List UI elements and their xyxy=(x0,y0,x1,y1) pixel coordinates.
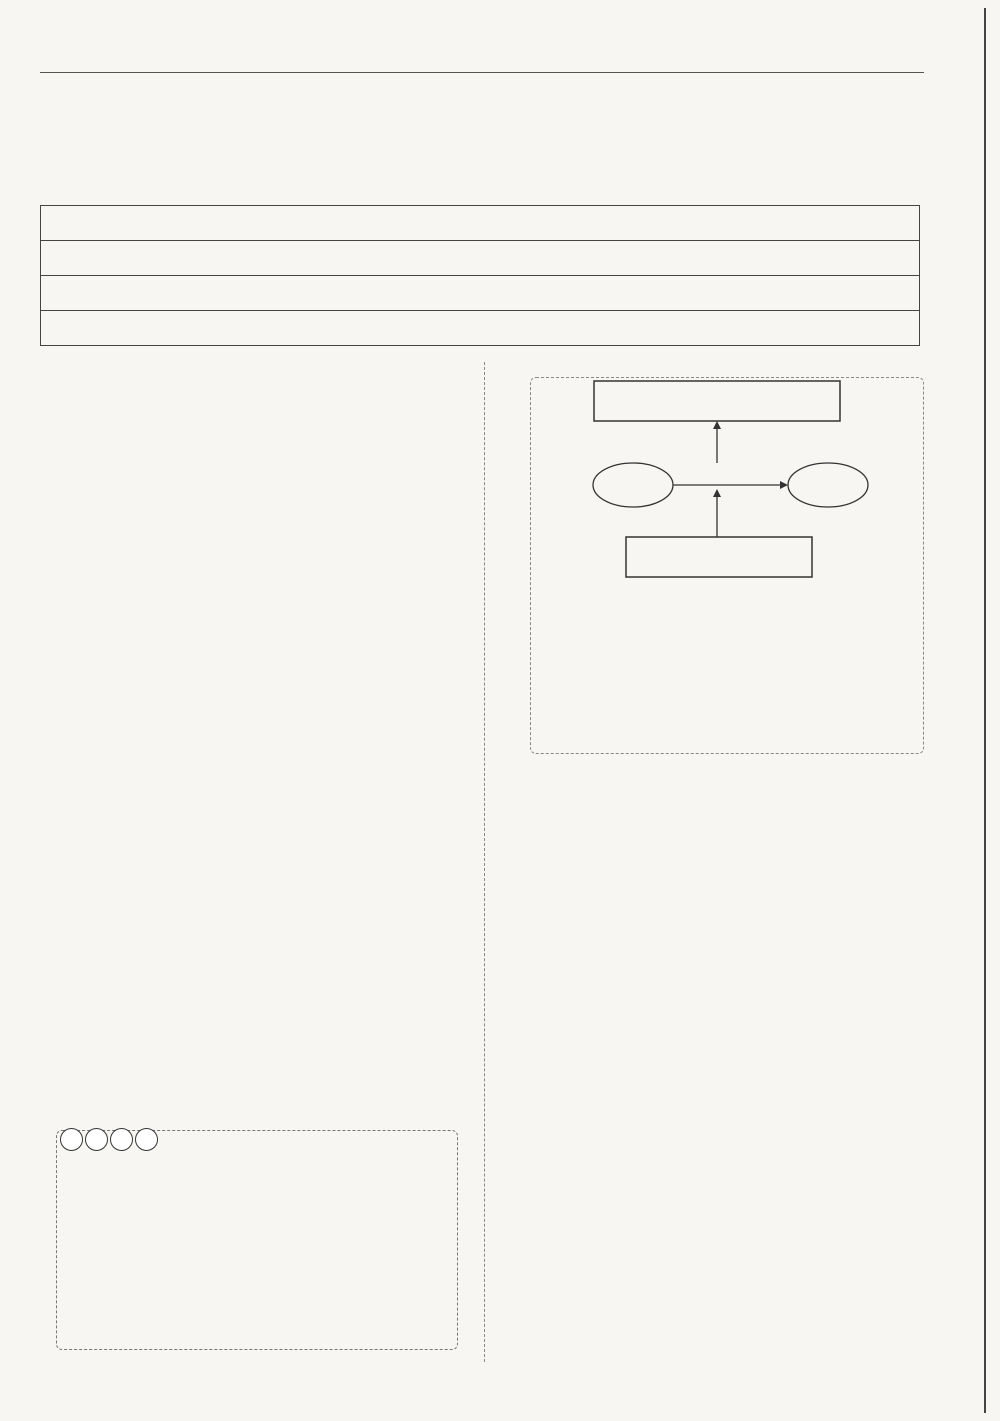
header-rule xyxy=(40,72,924,73)
method-box xyxy=(56,1130,458,1350)
page-edge-line xyxy=(984,8,986,1413)
column-divider xyxy=(484,362,485,1362)
left-region-ellipse xyxy=(593,463,673,507)
right-region-ellipse xyxy=(788,463,868,507)
row-label xyxy=(41,311,920,346)
diagram-top-box xyxy=(594,381,840,421)
diagram-bottom-box xyxy=(626,537,812,577)
answer-row-1 xyxy=(41,241,920,276)
migration-diagram xyxy=(530,377,922,587)
method-badge xyxy=(60,1128,160,1155)
purpose-arrowhead xyxy=(713,421,721,429)
badge-char xyxy=(85,1128,108,1151)
row-label xyxy=(41,276,920,311)
badge-char xyxy=(60,1128,83,1151)
answer-row-2 xyxy=(41,311,920,346)
answer-table xyxy=(40,205,920,346)
row-label xyxy=(41,241,920,276)
row-label xyxy=(41,206,920,241)
migration-arrowhead xyxy=(780,481,788,489)
badge-char xyxy=(135,1128,158,1151)
econ-arrowhead xyxy=(713,489,721,497)
badge-char xyxy=(110,1128,133,1151)
left-column xyxy=(40,362,470,366)
question-row-2 xyxy=(41,276,920,311)
question-row-1 xyxy=(41,206,920,241)
